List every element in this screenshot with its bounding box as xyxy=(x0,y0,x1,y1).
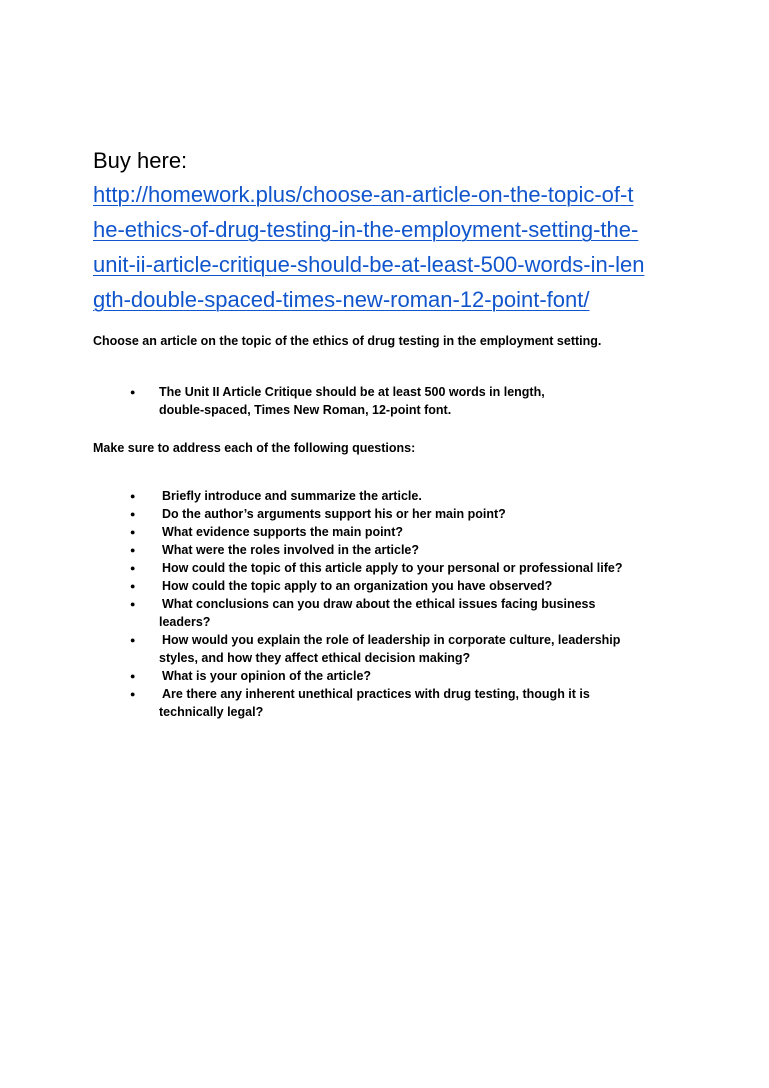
list-item xyxy=(122,667,622,685)
list-item-text: The Unit II Article Critique should be at least 500 words in length, xyxy=(159,385,545,399)
list-item-text: Do the author’s arguments support his or her main point? xyxy=(162,507,506,521)
bullet-icon: ● xyxy=(130,671,136,681)
list-item-text: What conclusions can you draw about the ethical issues facing business xyxy=(162,597,596,611)
list-item xyxy=(122,685,622,721)
questions-heading: Make sure to address each of the following questions: xyxy=(93,441,416,455)
questions-list xyxy=(122,487,622,721)
list-item xyxy=(122,541,622,559)
bullet-icon: ● xyxy=(130,563,136,573)
list-item xyxy=(122,383,545,419)
purchase-link[interactable] xyxy=(93,177,693,317)
list-item-text: leaders? xyxy=(159,615,211,629)
bullet-icon: ● xyxy=(130,509,136,519)
list-item-text: What were the roles involved in the article? xyxy=(162,543,420,557)
list-item xyxy=(122,631,622,667)
purchase-link-line[interactable]: he-ethics-of-drug-testing-in-the-employment-setting-the- xyxy=(93,217,639,242)
purchase-link-line[interactable]: gth-double-spaced-times-new-roman-12-point-font/ xyxy=(93,287,590,312)
list-item-text: Briefly introduce and summarize the article. xyxy=(162,489,422,503)
bullet-icon: ● xyxy=(130,581,136,591)
list-item xyxy=(122,577,622,595)
list-item-text: How could the topic of this article apply to your personal or professional life? xyxy=(162,561,623,575)
requirements-list xyxy=(122,383,545,419)
buy-here-label: Buy here: xyxy=(93,148,188,173)
list-item xyxy=(122,487,622,505)
bullet-icon: ● xyxy=(130,689,136,699)
list-item-text: styles, and how they affect ethical decision making? xyxy=(159,651,471,665)
list-item-text: What evidence supports the main point? xyxy=(162,525,403,539)
list-item-text: How could the topic apply to an organization you have observed? xyxy=(162,579,553,593)
assignment-intro: Choose an article on the topic of the ethics of drug testing in the employment setting. xyxy=(93,334,602,348)
list-item xyxy=(122,559,622,577)
list-item-text: What is your opinion of the article? xyxy=(162,669,372,683)
list-item-text: technically legal? xyxy=(159,705,264,719)
list-item xyxy=(122,595,622,631)
list-item-text: double-spaced, Times New Roman, 12-point font. xyxy=(159,403,452,417)
list-item xyxy=(122,523,622,541)
bullet-icon: ● xyxy=(130,635,136,645)
bullet-icon: ● xyxy=(130,545,136,555)
list-item xyxy=(122,505,622,523)
purchase-link-line[interactable]: http://homework.plus/choose-an-article-on-the-topic-of-t xyxy=(93,182,634,207)
purchase-link-line[interactable]: unit-ii-article-critique-should-be-at-least-500-words-in-len xyxy=(93,252,645,277)
bullet-icon: ● xyxy=(130,599,136,609)
bullet-icon: ● xyxy=(130,387,136,397)
list-item-text: Are there any inherent unethical practices with drug testing, though it is xyxy=(162,687,590,701)
bullet-icon: ● xyxy=(130,527,136,537)
list-item-text: How would you explain the role of leadership in corporate culture, leadership xyxy=(162,633,621,647)
bullet-icon: ● xyxy=(130,491,136,501)
